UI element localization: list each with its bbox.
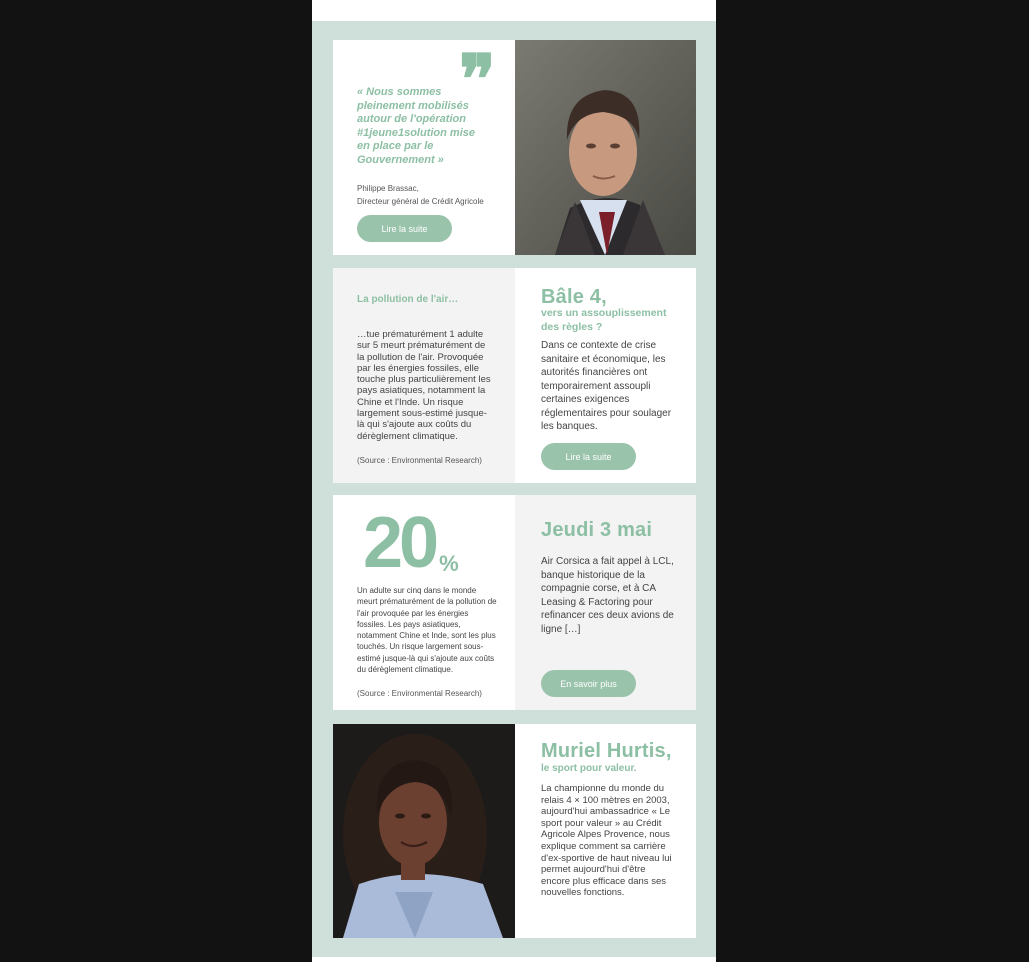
portrait-woman-image bbox=[333, 724, 515, 938]
quote-icon: ❞ bbox=[459, 40, 496, 120]
bale-body: Dans ce contexte de crise sanitaire et économique, les autorités financières ont temporairement assoupli certaines exigences réglementaires pour soulager les banques. bbox=[541, 340, 672, 432]
stat-unit: % bbox=[439, 551, 459, 576]
quote-author-name: Philippe Brassac, bbox=[357, 184, 419, 193]
bale-card bbox=[515, 268, 696, 483]
stat-card bbox=[333, 495, 515, 710]
profile-body: La championne du monde du relais 4 × 100 mètres en 2003, aujourd'hui ambassadrice « Le sport pour valeur » au Crédit Agricole Alpes Provence, nous explique comment sa carrière d'ex-sportive de haut niveau lui permet aujourd'hui d'être encore plus efficace dans ses nouvelles fonctions. bbox=[541, 783, 672, 899]
profile-subtitle: le sport pour valeur. bbox=[541, 763, 637, 774]
event-date: Jeudi 3 mai bbox=[541, 519, 653, 541]
event-learn-more-button[interactable]: En savoir plus bbox=[541, 670, 636, 697]
portrait-photo-woman bbox=[333, 724, 515, 938]
pollution-body: …tue prématurément 1 adulte sur 5 meurt prématurément de la pollution de l'air. Provoquée par les énergies fossiles, elle touche plus particulièrement les pays asiatiques, notamment la Chine et l'Inde. Un risque largement sous-estimé jusque-là qui s'ajoute aux coûts du dérèglement climatique. bbox=[357, 329, 491, 442]
event-body: Air Corsica a fait appel à LCL, banque historique de la compagnie corse, et à CA Leasing & Factoring pour refinancer ces deux avions de ligne […] bbox=[541, 556, 674, 635]
quote-read-more-button[interactable]: Lire la suite bbox=[357, 215, 452, 242]
stat-body: Un adulte sur cinq dans le monde meurt prématurément de la pollution de l'air provoquée par les énergies fossiles. Les pays asiatiques, notamment Chine et Inde, sont les plus touchés. Un risque largement sous-estimé jusque-là qui s'ajoute aux coûts du dérèglement climatique. bbox=[357, 586, 497, 675]
pollution-source: (Source : Environmental Research) bbox=[357, 456, 482, 465]
stat-figure bbox=[363, 505, 459, 581]
quote-author bbox=[357, 182, 515, 208]
bale-read-more-button[interactable]: Lire la suite bbox=[541, 443, 636, 470]
profile-name: Muriel Hurtis, bbox=[541, 740, 672, 762]
bale-subtitle: vers un assouplissement des règles ? bbox=[541, 307, 667, 333]
pollution-card bbox=[333, 268, 515, 483]
quote-card bbox=[333, 40, 515, 255]
profile-card bbox=[515, 724, 696, 938]
portrait-man-image bbox=[515, 40, 696, 255]
quote-author-title: Directeur général de Crédit Agricole bbox=[357, 197, 484, 206]
stat-source: (Source : Environmental Research) bbox=[357, 689, 482, 698]
portrait-photo-man bbox=[515, 40, 696, 255]
quote-text: « Nous sommes pleinement mobilisés autour de l'opération #1jeune1solution mise en place par le Gouvernement » bbox=[357, 86, 475, 166]
newsletter-page bbox=[312, 0, 716, 962]
bale-title: Bâle 4, bbox=[541, 286, 607, 308]
newsletter-frame bbox=[312, 21, 716, 957]
event-card bbox=[515, 495, 696, 710]
stat-number: 20 bbox=[363, 503, 436, 583]
pollution-title: La pollution de l'air… bbox=[357, 294, 459, 305]
